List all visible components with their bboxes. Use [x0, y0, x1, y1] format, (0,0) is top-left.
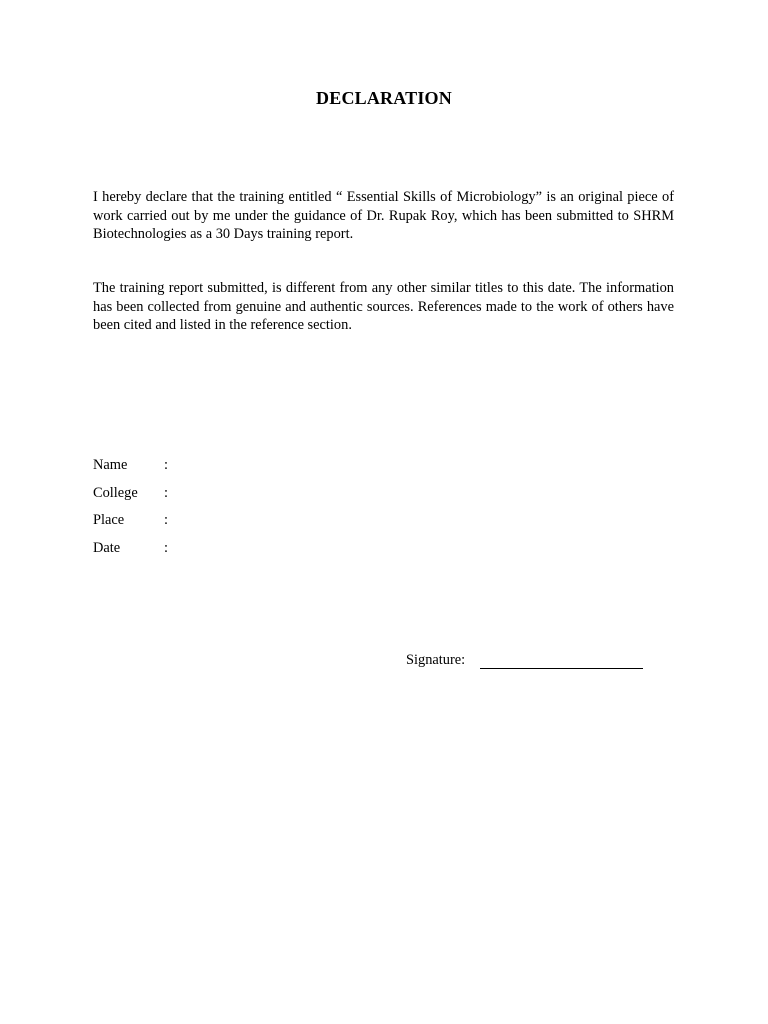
declaration-paragraph-2: The training report submitted, is different from any other similar titles to this date. The information has been collected from genuine and authentic sources. References made to the work of others have been cited and listed in the reference section.	[93, 280, 674, 333]
field-separator: :	[164, 484, 168, 501]
declaration-paragraph-1: I hereby declare that the training entitled “ Essential Skills of Microbiology” is an original piece of work carried out by me under the guidance of Dr. Rupak Roy, which has been submitted to SHRM Biotechnologies as a 30 Days training report.	[93, 189, 674, 242]
field-label-place: Place	[93, 512, 125, 529]
field-label-name: Name	[93, 457, 128, 473]
field-label-college: College	[93, 484, 138, 501]
page-title: DECLARATION	[316, 88, 452, 108]
field-separator: :	[164, 539, 168, 556]
signature-line	[480, 668, 643, 669]
field-separator: :	[164, 512, 168, 529]
signature-label: Signature:	[406, 652, 466, 668]
field-separator: :	[164, 457, 168, 473]
field-label-date: Date	[93, 539, 121, 556]
